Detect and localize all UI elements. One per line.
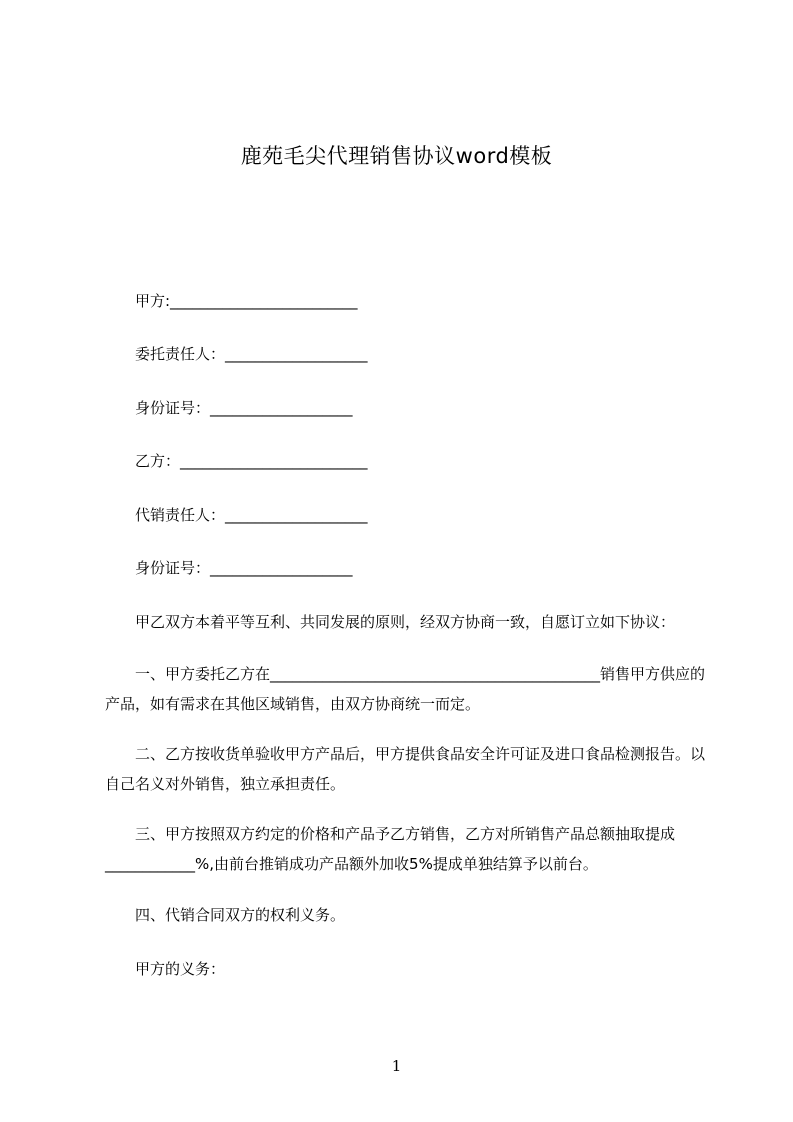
clause-1: 一、甲方委托乙方在____________________________________________销售甲方供应的产品，如有需求在其他区域销售，由双方协商统一而定。 — [105, 665, 706, 713]
clause-2: 二、乙方按收货单验收甲方产品后，甲方提供食品安全许可证及进口食品检测报告。以自己名义对外销售，独立承担责任。 — [105, 745, 706, 793]
field-agent-person: 代销责任人：___________________ — [135, 506, 368, 524]
field-party-b: 乙方：_________________________ — [135, 452, 368, 470]
field-id-number-a: 身份证号：___________________ — [135, 399, 353, 417]
field-id-number-b: 身份证号：___________________ — [135, 559, 353, 577]
document-title: 鹿苑毛尖代理销售协议word模板 — [240, 144, 553, 168]
field-party-a: 甲方:_________________________ — [135, 292, 358, 310]
page-number: 1 — [391, 1057, 402, 1075]
intro-paragraph: 甲乙双方本着平等互利、共同发展的原则，经双方协商一致，自愿订立如下协议： — [135, 613, 676, 631]
field-entrusted-person: 委托责任人：___________________ — [135, 345, 368, 363]
clause-4: 四、代销合同双方的权利义务。 — [135, 906, 346, 924]
obligations-heading: 甲方的义务： — [135, 960, 226, 978]
clause-3: 三、甲方按照双方约定的价格和产品予乙方销售，乙方对所销售产品总额抽取提成____________%,由前台推销成功产品额外加收5%提成单独结算予以前台。 — [105, 825, 676, 873]
